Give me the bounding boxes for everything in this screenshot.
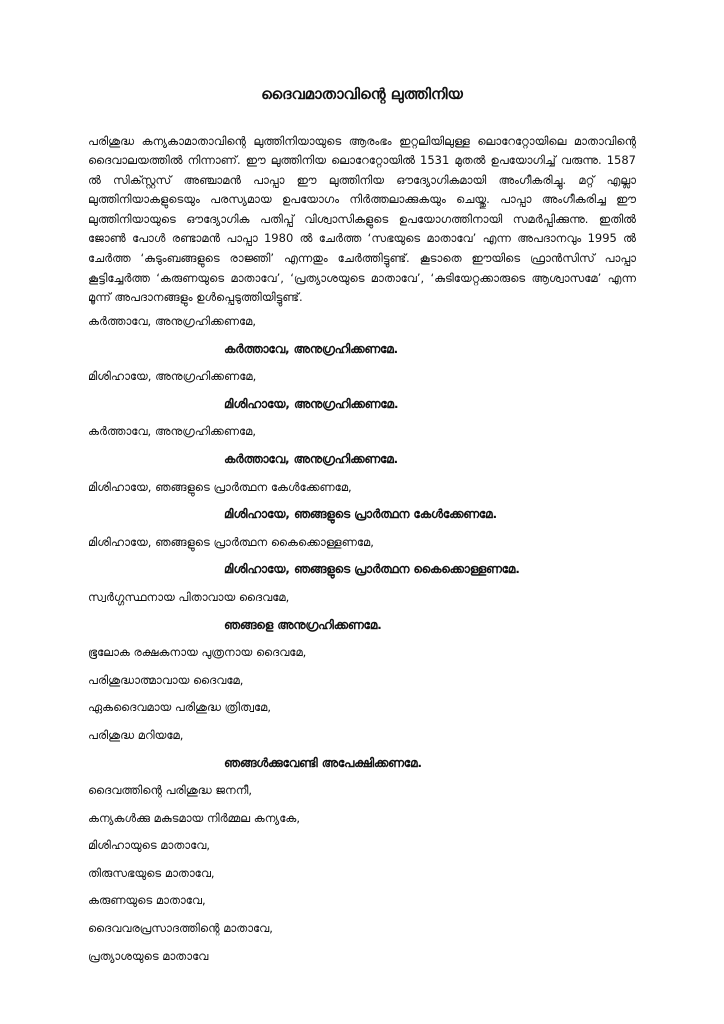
litany-invocation: കർത്താവേ, അനുഗ്രഹിക്കണമേ, bbox=[88, 424, 256, 439]
litany-response: ഞങ്ങൾക്കുവേണ്ടി അപേക്ഷിക്കണമേ. bbox=[224, 755, 422, 770]
litany-invocation: ഏകദൈവമായ പരിശുദ്ധ ത്രിത്വമേ, bbox=[88, 700, 272, 715]
litany-response: മിശിഹായേ, ഞങ്ങളുടെ പ്രാർത്ഥന കേൾക്കേണമേ. bbox=[224, 507, 498, 522]
intro-paragraph: പരിശുദ്ധ കന്യകാമാതാവിന്റെ ലുത്തിനിയായുടെ ആരംഭം ഇറ്റലിയിലുള്ള ലൊറേറ്റോയിലെ മാതാവിന്റെ ദൈവാലയത്തിൽ നിന്നാണ്. ഈ ലുത്തിനിയ ലൊറേറ്റോയിൽ 1531 മുതൽ ഉപയോഗിച്ച് വരുന്നു. 1587 ൽ സിക്സ്റ്റസ് അഞ്ചാമൻ പാപ്പാ ഈ ലുത്തിനിയ ഔദ്യോഗികമായി അംഗീകരിച്ചു. മറ്റ് എല്ലാ ലുത്തിനിയാകളുടെയും പരസ്യമായ ഉപയോഗം നിർത്തലാക്കുകയും ചെയ്തു. പാപ്പാ അംഗീകരിച്ച ഈ ലുത്തിനിയായുടെ ഔദ്യോഗിക പതിപ്പ് വിശ്വാസികളുടെ ഉപയോഗത്തിനായി സമർപ്പിക്കുന്നു. ഇതിൽ ജോൺ പോൾ രണ്ടാമൻ പാപ്പാ 1980 ൽ ചേർത്ത ‘സഭയുടെ മാതാവേ’ എന്ന അപദാനവും 1995 ൽ ചേർത്ത ‘കുടുംബങ്ങളുടെ രാജ്ഞി’ എന്നതും ചേർത്തിട്ടുണ്ട്. കൂടാതെ ഈയിടെ ഫ്രാൻസിസ് പാപ്പാ കൂട്ടിച്ചേർത്ത ‘കരുണയുടെ മാതാവേ’, ‘പ്രത്യാശയുടെ മാതാവേ’, ‘കുടിയേറ്റക്കാരുടെ ആശ്വാസമേ’ എന്ന മൂന്ന് അപദാനങ്ങളും ഉൾപ്പെടുത്തിയിട്ടുണ്ട്. bbox=[88, 133, 636, 305]
litany-list bbox=[88, 308, 648, 970]
litany-invocation: പ്രത്യാശയുടെ മാതാവേ bbox=[88, 948, 209, 963]
litany-invocation: പരിശുദ്ധ മറിയമേ, bbox=[88, 727, 184, 742]
litany-invocation: സ്വർഗ്ഗസ്ഥനായ പിതാവായ ദൈവമേ, bbox=[88, 589, 290, 604]
litany-response: ഞങ്ങളെ അനുഗ്രഹിക്കണമേ. bbox=[224, 617, 382, 632]
litany-invocation: തിരുസഭയുടെ മാതാവേ, bbox=[88, 865, 215, 880]
litany-response: കർത്താവേ, അനുഗ്രഹിക്കണമേ. bbox=[224, 451, 399, 466]
litany-invocation: ദൈവത്തിന്റെ പരിശുദ്ധ ജനനീ, bbox=[88, 783, 253, 798]
litany-response: മിശിഹായേ, അനുഗ്രഹിക്കണമേ. bbox=[224, 396, 399, 411]
litany-invocation: ഭൂലോക രക്ഷകനായ പുത്രനായ ദൈവമേ, bbox=[88, 645, 307, 660]
litany-invocation: കർത്താവേ, അനുഗ്രഹിക്കണമേ, bbox=[88, 314, 256, 328]
page-title: ദൈവമാതാവിന്റെ ലുത്തിനിയ bbox=[261, 85, 463, 103]
litany-invocation: ദൈവവരപ്രസാദത്തിന്റെ മാതാവേ, bbox=[88, 921, 273, 936]
litany-invocation: കന്യകൾക്കു മകുടമായ നിർമ്മല കന്യകേ, bbox=[88, 810, 301, 825]
litany-invocation: കരുണയുടെ മാതാവേ, bbox=[88, 893, 206, 908]
litany-response: മിശിഹായേ, ഞങ്ങളുടെ പ്രാർത്ഥന കൈക്കൊള്ളണമേ. bbox=[224, 562, 520, 577]
litany-invocation: മിശിഹായേ, ഞങ്ങളുടെ പ്രാർത്ഥന കേൾക്കേണമേ, bbox=[88, 479, 352, 494]
litany-invocation: മിശിഹായേ, ഞങ്ങളുടെ പ്രാർത്ഥന കൈക്കൊള്ളണമേ, bbox=[88, 534, 374, 549]
litany-response: കർത്താവേ, അനുഗ്രഹിക്കണമേ. bbox=[224, 341, 399, 356]
litany-invocation: മിശിഹായേ, അനുഗ്രഹിക്കണമേ, bbox=[88, 369, 257, 384]
litany-invocation: മിശിഹായുടെ മാതാവേ, bbox=[88, 838, 211, 853]
litany-invocation: പരിശുദ്ധാത്മാവായ ദൈവമേ, bbox=[88, 672, 244, 687]
